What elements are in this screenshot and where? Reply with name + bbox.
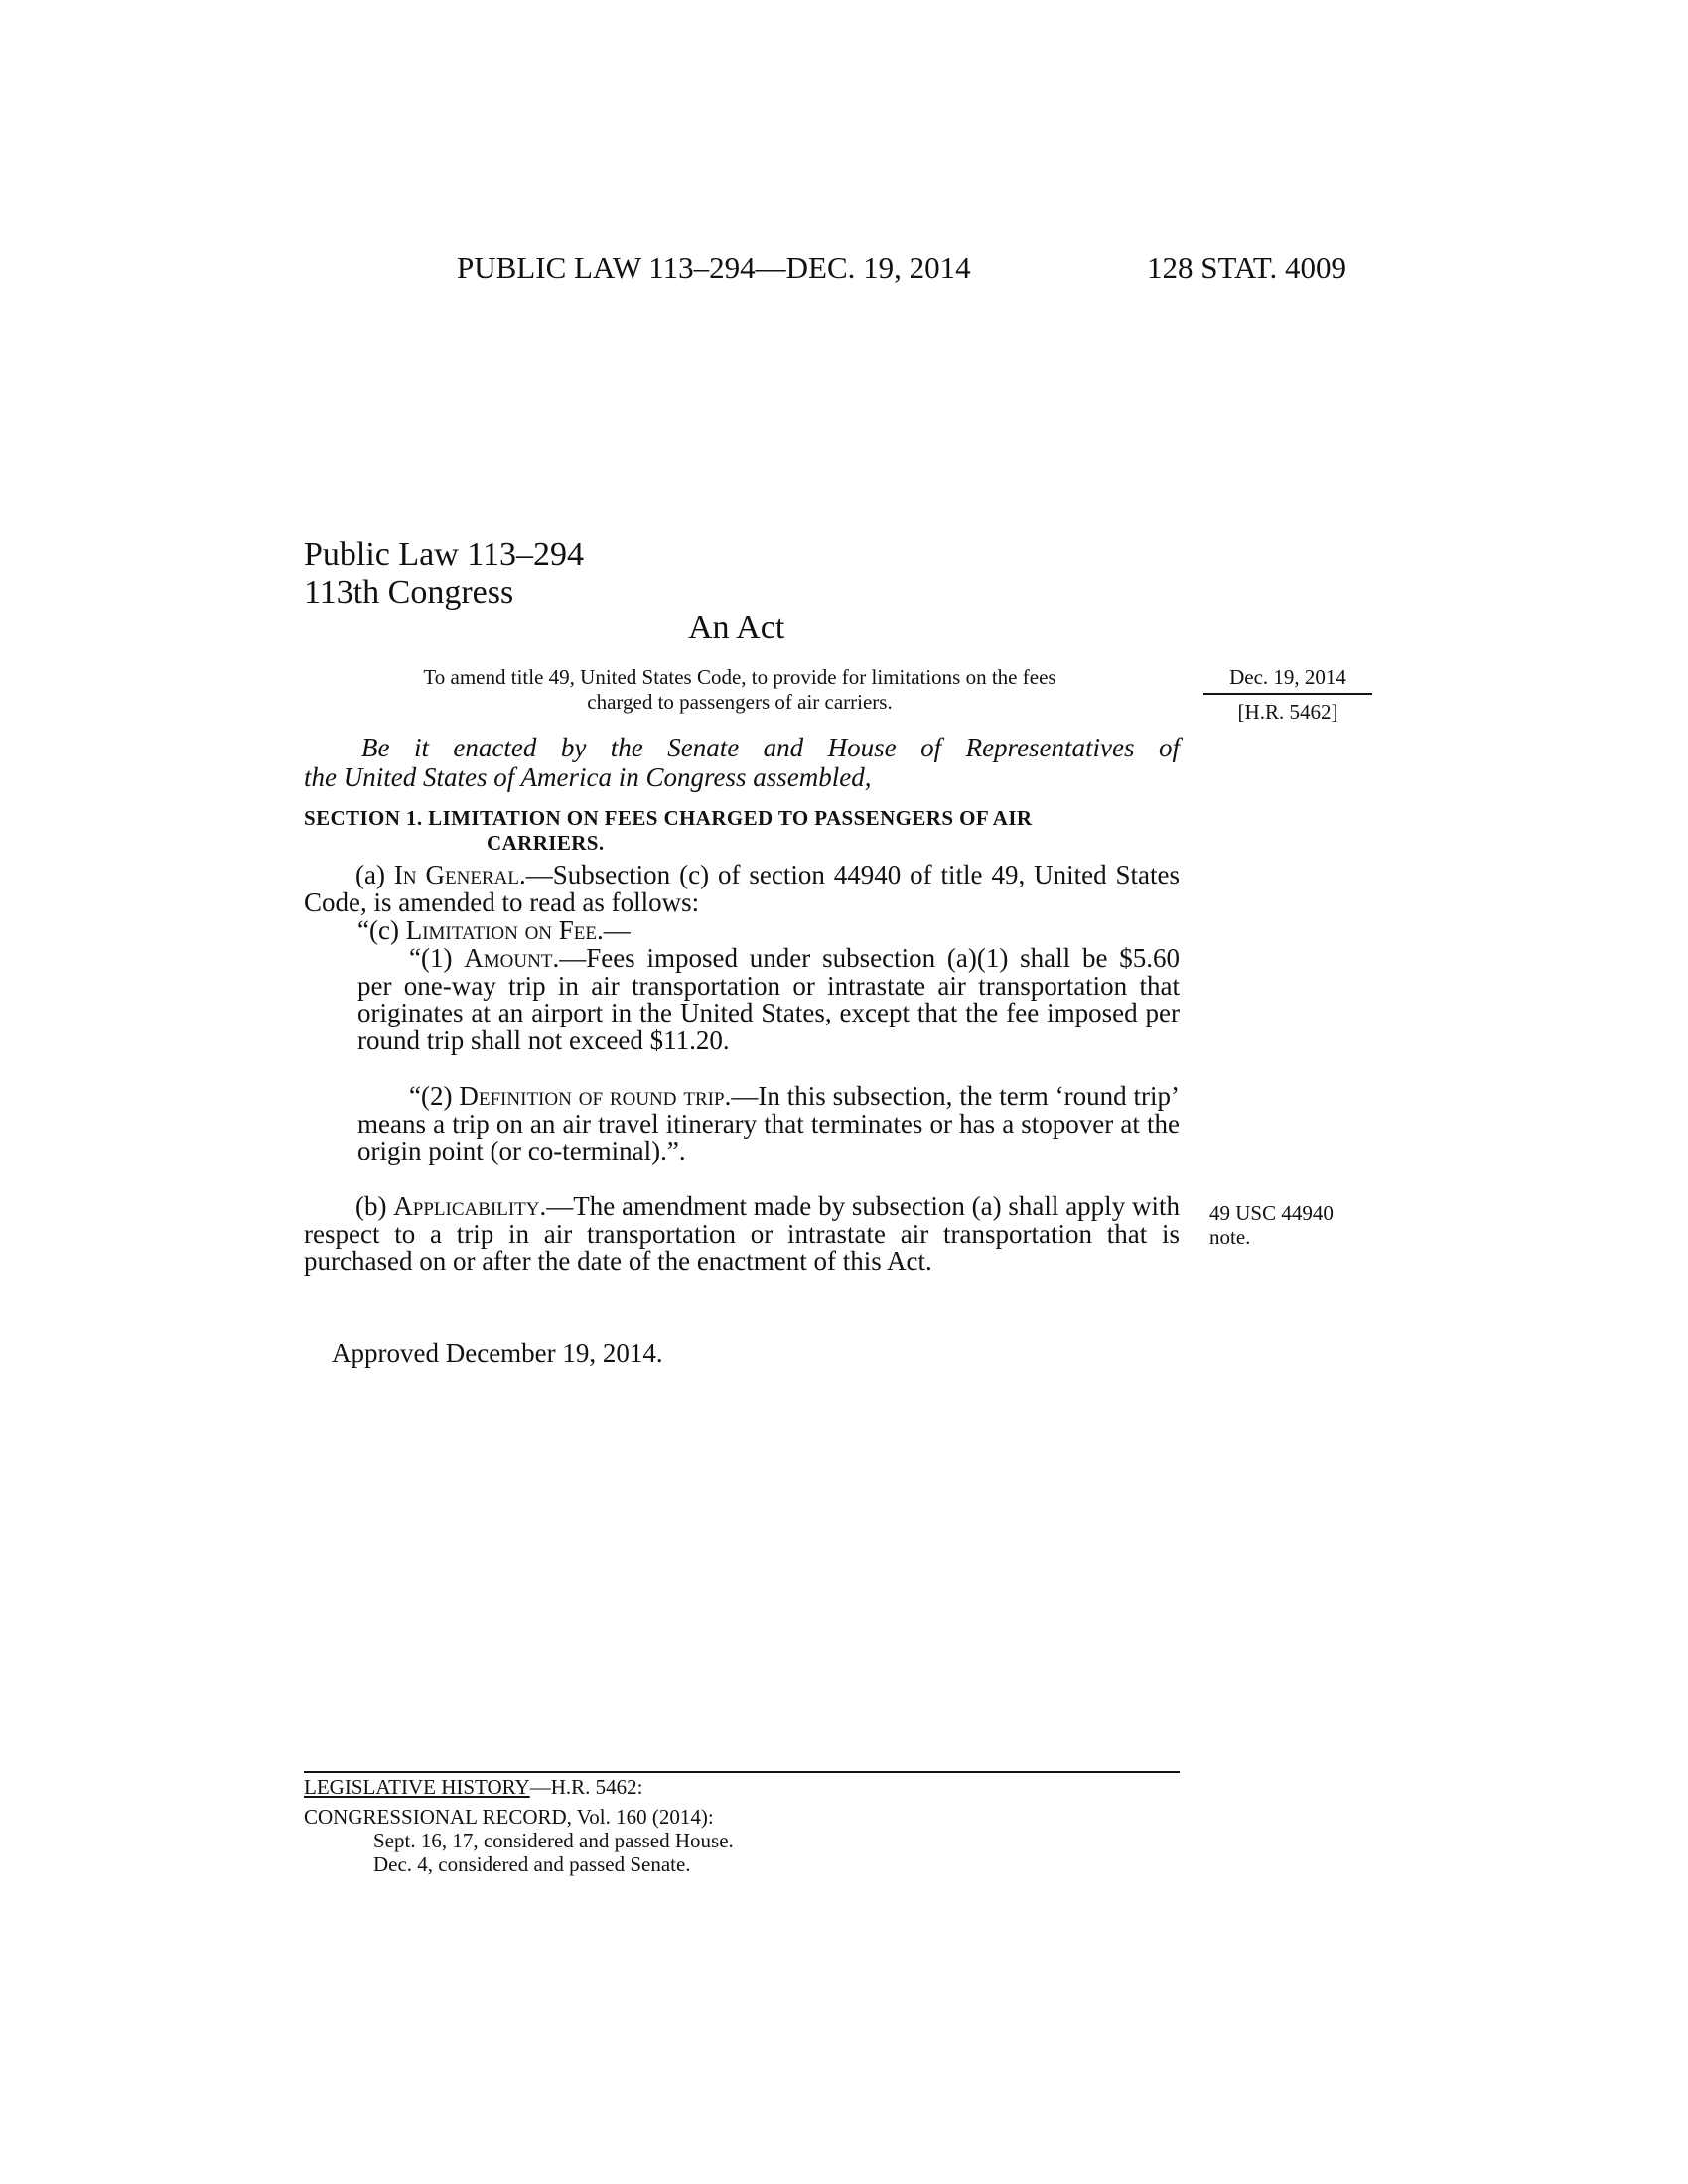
quoted-paragraph-2 bbox=[357, 1083, 1180, 1165]
subsection-b-text: .—The amendment made by subsection (a) shall apply with respect to a trip in air transportation or intrastate air transportation that is purchased on or after the date of the enactment of this Act. bbox=[304, 1191, 1180, 1277]
running-header-stat-page: 128 STAT. 4009 bbox=[1147, 250, 1347, 285]
approval-date: Approved December 19, 2014. bbox=[332, 1338, 663, 1368]
margin-usc-note bbox=[1209, 1201, 1334, 1249]
margin-usc-note-word: note. bbox=[1209, 1225, 1251, 1249]
enacting-clause bbox=[304, 733, 1180, 792]
footer-rule bbox=[304, 1771, 1180, 1773]
history-entry-house: Sept. 16, 17, considered and passed House. bbox=[373, 1829, 734, 1852]
paragraph-2-label: “(2) bbox=[409, 1081, 460, 1111]
legislative-history-title: LEGISLATIVE HISTORY bbox=[304, 1775, 530, 1799]
legislative-history-heading bbox=[304, 1775, 734, 1799]
margin-date-rule bbox=[1203, 693, 1372, 695]
congressional-record-line: CONGRESSIONAL RECORD, Vol. 160 (2014): bbox=[304, 1805, 714, 1829]
act-purpose bbox=[357, 665, 1122, 715]
margin-usc-citation: 49 USC 44940 bbox=[1209, 1201, 1334, 1225]
legislative-history bbox=[304, 1775, 734, 1876]
history-entry-senate: Dec. 4, considered and passed Senate. bbox=[373, 1852, 691, 1876]
enacting-clause-line-1: Be it enacted by the Senate and House of Representatives of bbox=[361, 733, 1180, 762]
paragraph-1-heading: Amount bbox=[464, 943, 553, 973]
section-heading-line-2: CARRIERS. bbox=[487, 831, 605, 855]
subsection-a-heading: In General bbox=[393, 860, 519, 889]
paragraph-2-heading: Definition of round trip bbox=[459, 1081, 725, 1111]
subsection-a-text: .—Subsection (c) of section 44940 of title 49, United States Code, is amended to read as follows: bbox=[304, 860, 1180, 917]
quoted-subsection-c bbox=[357, 917, 1180, 945]
legislative-history-bill: —H.R. 5462: bbox=[529, 1775, 643, 1799]
quoted-c-text: .— bbox=[597, 915, 631, 945]
enacting-clause-line-2: the United States of America in Congress assembled, bbox=[304, 762, 872, 792]
subsection-a-label: (a) bbox=[355, 860, 394, 889]
margin-bill-number: [H.R. 5462] bbox=[1237, 700, 1338, 724]
public-law-number: Public Law 113–294 bbox=[304, 536, 585, 573]
quoted-paragraph-1 bbox=[357, 945, 1180, 1055]
paragraph-1-label: “(1) bbox=[409, 943, 465, 973]
margin-date: Dec. 19, 2014 bbox=[1229, 665, 1346, 689]
act-heading: An Act bbox=[688, 610, 785, 646]
running-header-law-date: PUBLIC LAW 113–294—DEC. 19, 2014 bbox=[457, 250, 971, 285]
subsection-b bbox=[304, 1193, 1180, 1276]
section-1-heading bbox=[304, 806, 1182, 856]
quoted-c-label: “(c) bbox=[357, 915, 406, 945]
section-heading-line-1: SECTION 1. LIMITATION ON FEES CHARGED TO PASSENGERS OF AIR bbox=[304, 806, 1033, 830]
purpose-line-1: To amend title 49, United States Code, to provide for limitations on the fees bbox=[423, 665, 1056, 689]
congress-number: 113th Congress bbox=[304, 574, 514, 611]
subsection-b-heading: Applicability bbox=[393, 1191, 540, 1221]
law-title-block bbox=[304, 536, 584, 612]
subsection-b-label: (b) bbox=[355, 1191, 394, 1221]
quoted-c-heading: Limitation on Fee bbox=[405, 915, 597, 945]
subsection-a bbox=[304, 862, 1180, 916]
purpose-line-2: charged to passengers of air carriers. bbox=[587, 690, 893, 714]
paragraph-2-text: .—In this subsection, the term ‘round trip’ means a trip on an air travel itinerary that terminates or has a stopover at the origin point (or co-terminal).”. bbox=[357, 1081, 1181, 1166]
paragraph-1-text: .—Fees imposed under subsection (a)(1) shall be $5.60 per one-way trip in air transportation or intrastate air transportation that originates at an airport in the United States, except that the fee imposed per round trip shall not exceed $11.20. bbox=[357, 943, 1180, 1056]
